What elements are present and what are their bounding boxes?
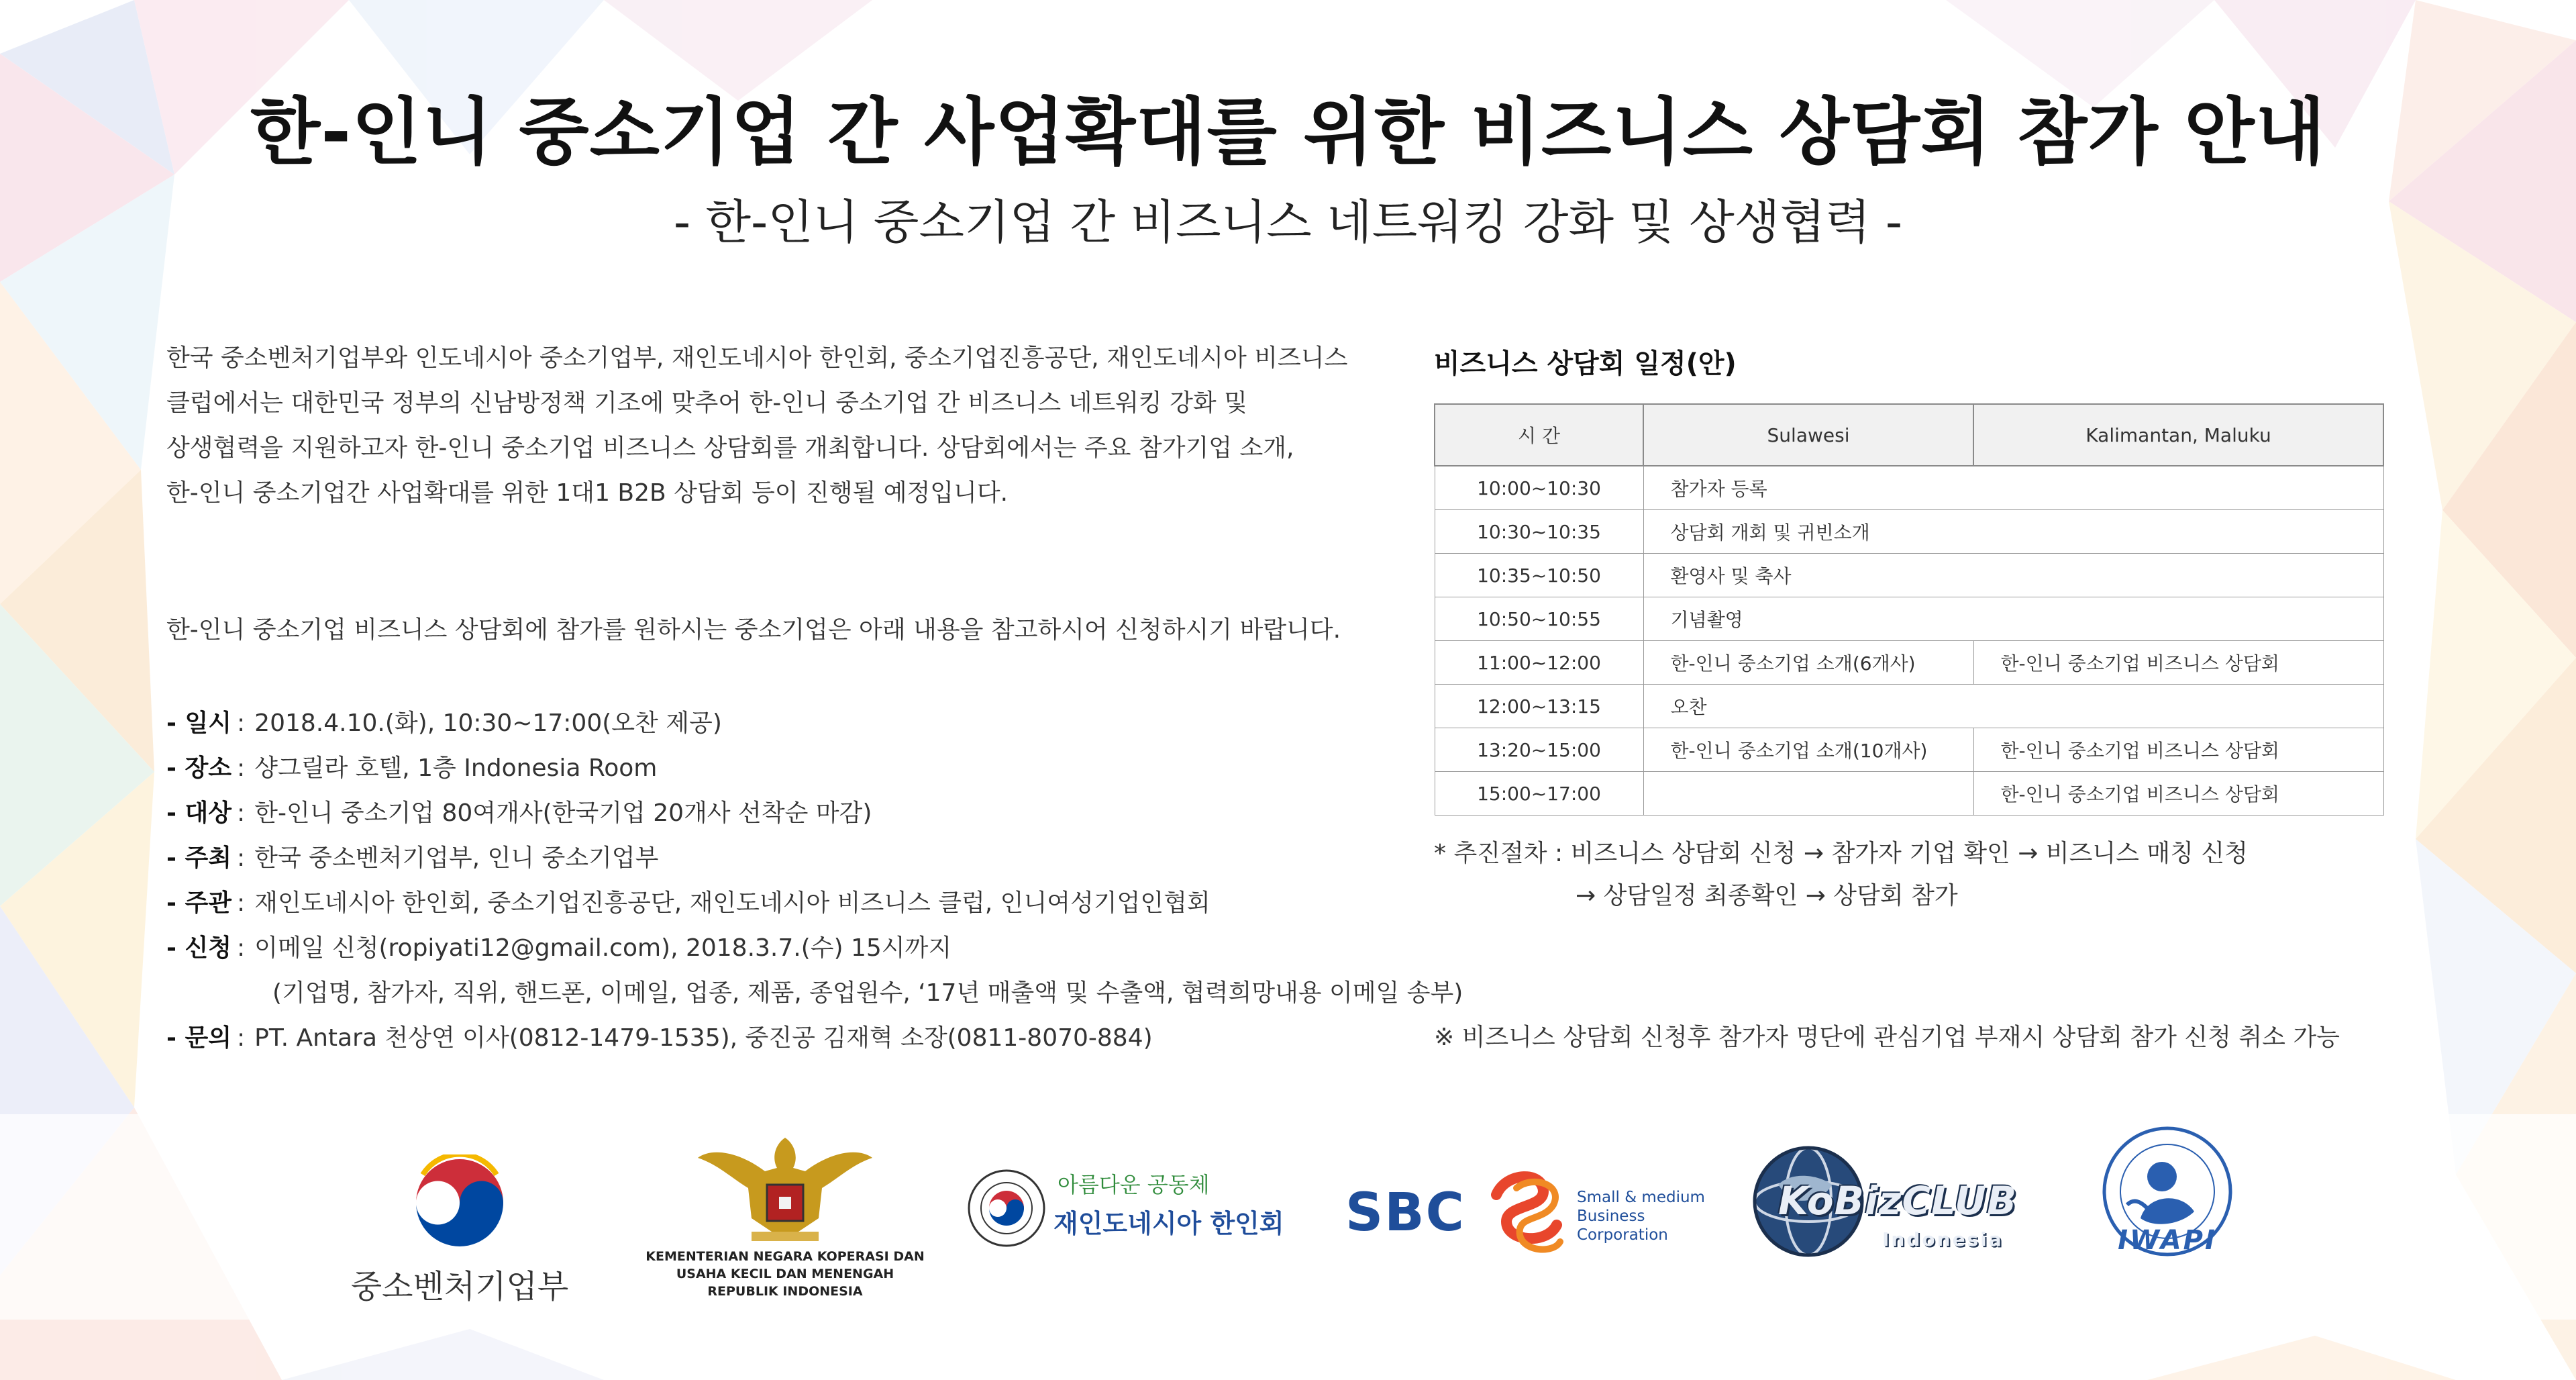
detail-row-date: - 일시 : 2018.4.10.(화), 10:30~17:00(오찬 제공) xyxy=(166,709,722,737)
iwapi-logo xyxy=(2100,1124,2234,1285)
schedule-section xyxy=(1434,342,2387,816)
time-cell: 12:00~13:15 xyxy=(1435,685,1643,728)
sbc-logo xyxy=(1345,1176,1705,1277)
kalimantan-cell: 한-인니 중소기업 비즈니스 상담회 xyxy=(1973,772,2383,816)
schedule-row xyxy=(1435,685,2383,728)
detail-label: - 일시 xyxy=(166,709,232,737)
mss-name: 중소벤처기업부 xyxy=(350,1268,569,1305)
header-kalimantan: Kalimantan, Maluku xyxy=(1973,404,2383,466)
sbc-text-line: Business xyxy=(1577,1208,1645,1225)
schedule-row xyxy=(1435,728,2383,772)
schedule-row xyxy=(1435,554,2383,597)
garuda-emblem-icon xyxy=(631,1131,939,1245)
header-time: 시 간 xyxy=(1435,404,1643,466)
time-cell: 11:00~12:00 xyxy=(1435,641,1643,685)
schedule-row xyxy=(1435,641,2383,685)
detail-row-target: - 대상 : 한-인니 중소기업 80여개사(한국기업 20개사 선착순 마감) xyxy=(166,799,872,827)
time-cell: 13:20~15:00 xyxy=(1435,728,1643,772)
procedure-line: * 추진절차 : 비즈니스 상담회 신청 → 참가자 기업 확인 → 비즈니스 매칭 신청 xyxy=(1434,840,2248,867)
taeguk-emblem-icon xyxy=(349,1154,570,1255)
sbc-text-line: Corporation xyxy=(1577,1226,1668,1244)
mss-logo xyxy=(349,1154,570,1305)
detail-value: 2018.4.10.(화), 10:30~17:00(오찬 제공) xyxy=(254,709,722,737)
program-cell: 오찬 xyxy=(1643,685,2383,728)
detail-row-application: - 신청 : 이메일 신청(ropiyati12@gmail.com), 2018.3.7.(수) 15시까지 xyxy=(166,934,952,962)
detail-value: 재인도네시아 한인회, 중소기업진흥공단, 재인도네시아 비즈니스 클럽, 인니여성기업인협회 xyxy=(254,889,1210,917)
kalimantan-cell: 한-인니 중소기업 비즈니스 상담회 xyxy=(1973,641,2383,685)
detail-label: - 주최 xyxy=(166,844,232,872)
association-slogan: 아름다운 공동체 xyxy=(1058,1172,1210,1197)
intro-paragraph xyxy=(166,336,1374,515)
sbc-swirl-icon xyxy=(1480,1168,1574,1262)
schedule-row xyxy=(1435,510,2383,554)
procedure-line: → 상담일정 최종확인 → 상담회 참가 xyxy=(1576,882,1958,909)
program-cell: 참가자 등록 xyxy=(1643,466,2383,510)
intro-line: 한-인니 중소기업간 사업확대를 위한 1대1 B2B 상담회 등이 진행될 예정입니다. xyxy=(166,479,1009,507)
page-title: 한-인니 중소기업 간 사업확대를 위한 비즈니스 상담회 참가 안내 xyxy=(250,91,2326,175)
detail-row-host: - 주최 : 한국 중소벤처기업부, 인니 중소기업부 xyxy=(166,844,659,872)
program-cell: 기념촬영 xyxy=(1643,597,2383,641)
time-cell: 10:30~10:35 xyxy=(1435,510,1643,554)
kobizclub-sub: Indonesia xyxy=(1882,1228,2004,1250)
detail-label: - 대상 xyxy=(166,799,232,827)
intro-line: 상생협력을 지원하고자 한-인니 중소기업 비즈니스 상담회를 개최합니다. 상담회에서는 주요 참가기업 소개, xyxy=(166,434,1294,462)
detail-value: 샹그릴라 호텔, 1층 Indonesia Room xyxy=(254,754,658,782)
sbc-mark: SBC xyxy=(1345,1183,1465,1243)
detail-label: - 신청 xyxy=(166,934,232,962)
sbc-text-line: Small & medium xyxy=(1577,1189,1705,1206)
kalimantan-cell: 한-인니 중소기업 비즈니스 상담회 xyxy=(1973,728,2383,772)
iwapi-name: IWAPI xyxy=(2118,1225,2217,1256)
detail-value: 이메일 신청(ropiyati12@gmail.com), 2018.3.7.(수) 15시까지 xyxy=(254,934,952,962)
application-note: (기업명, 참가자, 직위, 핸드폰, 이메일, 업종, 제품, 종업원수, ‘17년 매출액 및 수출액, 협력희망내용 이메일 송부) xyxy=(272,979,1463,1007)
detail-row-contact: - 문의 : PT. Antara 천상연 이사(0812-1479-1535), 중진공 김재혁 소장(0811-8070-884) xyxy=(166,1024,1153,1052)
detail-value: PT. Antara 천상연 이사(0812-1479-1535), 중진공 김재혁 소장(0811-8070-884) xyxy=(254,1024,1153,1052)
kemenkop-line: KEMENTERIAN NEGARA KOPERASI DAN xyxy=(646,1249,925,1264)
kemenkop-line: USAHA KECIL DAN MENENGAH xyxy=(676,1267,894,1281)
page-subtitle: - 한-인니 중소기업 간 비즈니스 네트워킹 강화 및 상생협력 - xyxy=(673,195,1903,250)
detail-row-venue: - 장소 : 샹그릴라 호텔, 1층 Indonesia Room xyxy=(166,754,658,782)
kobizclub-logo xyxy=(1751,1144,2047,1279)
schedule-row xyxy=(1435,772,2383,816)
apply-invitation: 한-인니 중소기업 비즈니스 상담회에 참가를 원하시는 중소기업은 아래 내용을 참고하시어 신청하시기 바랍니다. xyxy=(166,616,1341,644)
sulawesi-cell: 한-인니 중소기업 소개(10개사) xyxy=(1643,728,1973,772)
time-cell: 10:35~10:50 xyxy=(1435,554,1643,597)
header-sulawesi: Sulawesi xyxy=(1643,404,1973,466)
korean-association-logo xyxy=(966,1168,1284,1269)
schedule-row xyxy=(1435,466,2383,510)
kemenkop-line: REPUBLIK INDONESIA xyxy=(707,1284,863,1299)
cancellation-notice: ※ 비즈니스 상담회 신청후 참가자 명단에 관심기업 부재시 상담회 참가 신청 취소 가능 xyxy=(1434,1024,2340,1051)
schedule-title: 비즈니스 상담회 일정(안) xyxy=(1434,348,1737,379)
event-details xyxy=(166,701,1463,1061)
time-cell: 10:50~10:55 xyxy=(1435,597,1643,641)
association-name: 재인도네시아 한인회 xyxy=(1053,1209,1284,1238)
time-cell: 10:00~10:30 xyxy=(1435,466,1643,510)
schedule-row xyxy=(1435,597,2383,641)
detail-label: - 장소 xyxy=(166,754,232,782)
kobizclub-name: KoBizCLUB xyxy=(1778,1178,2018,1224)
intro-line: 클럽에서는 대한민국 정부의 신남방정책 기조에 맞추어 한-인니 중소기업 간 비즈니스 네트워킹 강화 및 xyxy=(166,389,1247,417)
sulawesi-cell: 한-인니 중소기업 소개(6개사) xyxy=(1643,641,1973,685)
detail-value: 한국 중소벤처기업부, 인니 중소기업부 xyxy=(254,844,659,872)
detail-label: - 주관 xyxy=(166,889,232,917)
intro-section xyxy=(166,336,1374,515)
program-cell: 상담회 개회 및 귀빈소개 xyxy=(1643,510,2383,554)
detail-value: 한-인니 중소기업 80여개사(한국기업 20개사 선착순 마감) xyxy=(254,799,872,827)
sponsor-logos-band xyxy=(0,1114,2576,1320)
detail-label: - 문의 xyxy=(166,1024,232,1052)
detail-row-organizer: - 주관 : 재인도네시아 한인회, 중소기업진흥공단, 재인도네시아 비즈니스 클럽, 인니여성기업인협회 xyxy=(166,889,1210,917)
intro-line: 한국 중소벤처기업부와 인도네시아 중소기업부, 재인도네시아 한인회, 중소기업진흥공단, 재인도네시아 비즈니스 xyxy=(166,344,1348,372)
time-cell: 15:00~17:00 xyxy=(1435,772,1643,816)
association-seal-icon xyxy=(966,1168,1047,1248)
procedure-note xyxy=(1434,832,2248,917)
kemenkop-logo xyxy=(631,1131,939,1319)
program-cell: 환영사 및 축사 xyxy=(1643,554,2383,597)
sulawesi-cell xyxy=(1643,772,1973,816)
schedule-table xyxy=(1434,403,2384,816)
schedule-header-row xyxy=(1435,404,2383,466)
